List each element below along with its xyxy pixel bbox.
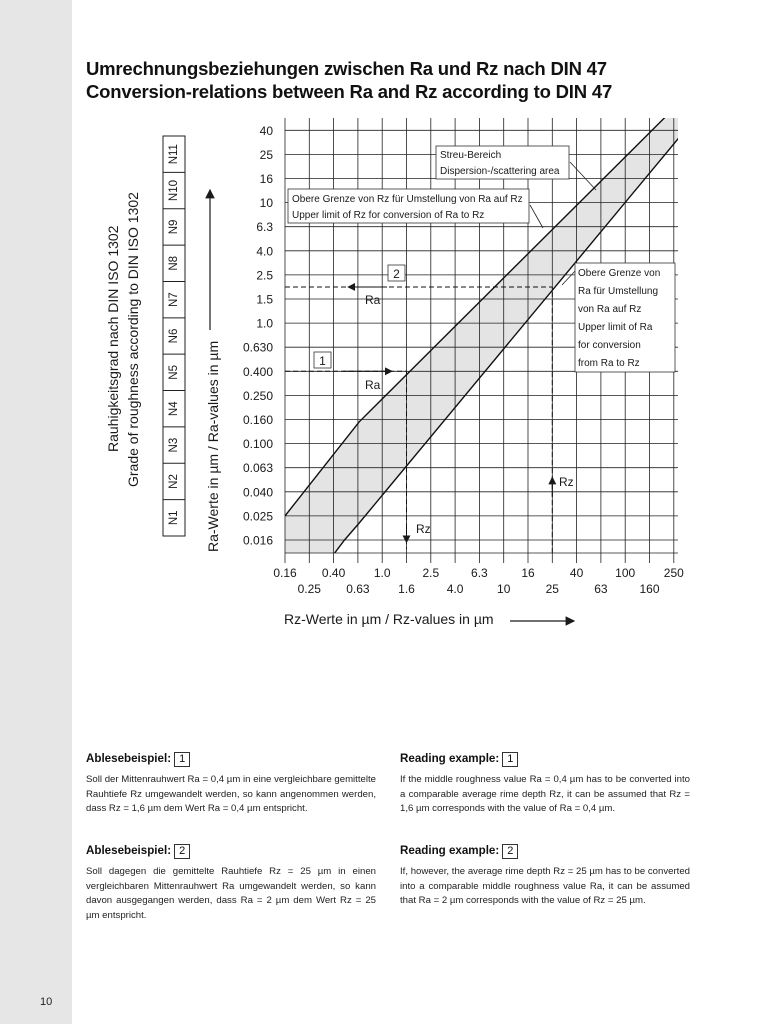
y-tick: 1.0 xyxy=(256,316,273,331)
x-tick: 0.40 xyxy=(321,566,346,580)
y-tick: 0.016 xyxy=(242,533,273,548)
y-tick: 0.100 xyxy=(242,437,273,452)
svg-text:for conversion: for conversion xyxy=(578,340,641,351)
grade-label: N6 xyxy=(168,328,180,344)
grade-label: N4 xyxy=(168,401,180,417)
roughness-grade-scale xyxy=(163,136,185,536)
x-tick-labels-upper xyxy=(273,566,684,580)
y-tick: 1.5 xyxy=(256,292,273,307)
annotation-scatter-area xyxy=(436,146,596,190)
svg-text:Obere Grenze von: Obere Grenze von xyxy=(578,268,661,279)
x-tick: 63 xyxy=(594,582,608,596)
y-tick: 2.5 xyxy=(256,268,273,283)
example-2-rz-label: Rz xyxy=(559,475,574,489)
grade-label: N2 xyxy=(168,474,180,489)
x-tick: 1.6 xyxy=(398,582,415,596)
example-marker: 2 xyxy=(502,844,518,859)
x-tick: 40 xyxy=(569,566,584,580)
title-line-en: Conversion-relations between Ra and Rz according to DIN 47 xyxy=(86,81,613,102)
example-marker: 2 xyxy=(174,844,190,859)
section-heading: Ablesebeispiel: xyxy=(86,844,172,857)
x-tick: 2.5 xyxy=(422,566,440,580)
x-tick: 4.0 xyxy=(446,582,464,596)
grade-label: N3 xyxy=(168,437,180,453)
section-text: Soll dagegen die gemittelte Rauhtiefe Rz = 25 µm in einen vergleichbaren Mittenrauhwert Ra umgewandelt werden, so kann davon ausgegangen werden, dass Ra = 2 µm dem Wert Rz = 25 µm entspricht. xyxy=(86,866,376,921)
annotation-upper-limit-ra xyxy=(562,263,675,372)
y-tick: 0.025 xyxy=(242,509,273,524)
example-marker: 1 xyxy=(174,752,190,767)
y-tick: 0.400 xyxy=(242,364,273,379)
example-1-ra-label: Ra xyxy=(365,378,381,392)
svg-text:Obere Grenze von Rz für Umstel: Obere Grenze von Rz für Umstellung von Ra auf Rz xyxy=(292,194,523,205)
y-axis-label: Ra-Werte in µm / Ra-values in µm xyxy=(205,340,221,552)
example-2-marker: 2 xyxy=(393,267,400,281)
y-tick: 10 xyxy=(259,196,273,211)
y-tick: 0.250 xyxy=(242,388,273,403)
svg-text:Upper limit of Ra: Upper limit of Ra xyxy=(578,322,653,333)
y-tick: 40 xyxy=(259,123,273,138)
example-marker: 1 xyxy=(502,752,518,767)
x-tick: 100 xyxy=(615,566,636,580)
y-tick: 6.3 xyxy=(256,220,273,235)
reading-example-2-en xyxy=(400,843,690,909)
x-tick: 0.25 xyxy=(297,582,321,596)
y-tick: 0.063 xyxy=(242,461,273,476)
y-tick: 0.630 xyxy=(242,340,273,355)
y-tick: 16 xyxy=(259,172,273,186)
example-2-ra-label: Ra xyxy=(365,293,381,307)
grade-label: N1 xyxy=(168,510,180,526)
x-tick: 6.3 xyxy=(471,566,488,580)
y-tick: 0.160 xyxy=(242,413,273,427)
svg-text:from Ra to Rz: from Ra to Rz xyxy=(578,358,640,369)
svg-text:von Ra auf Rz: von Ra auf Rz xyxy=(578,304,642,315)
svg-text:Ra für Umstellung: Ra für Umstellung xyxy=(578,286,659,297)
grade-axis-label-en: Grade of roughness according to DIN ISO 1302 xyxy=(125,192,141,487)
svg-text:Upper limit of Rz for conversi: Upper limit of Rz for conversion of Ra to Rz xyxy=(292,210,485,221)
section-heading: Reading example: xyxy=(400,752,500,765)
grade-label: N11 xyxy=(168,144,180,165)
reading-example-1-de xyxy=(86,751,376,817)
page-number: 10 xyxy=(40,996,53,1008)
x-tick: 25 xyxy=(545,582,559,596)
example-1-rz-label: Rz xyxy=(416,522,431,536)
annotation-upper-limit-rz xyxy=(288,189,543,228)
section-text: If, however, the average rime depth Rz = 25 µm has to be converted into a comparable middle roughness value Ra, it can be assumed that Ra = 2 µm corresponds with the value of Rz = 25 µm. xyxy=(400,866,690,907)
grade-label: N8 xyxy=(168,255,180,271)
svg-text:Streu-Bereich: Streu-Bereich xyxy=(440,150,502,161)
grade-label: N9 xyxy=(168,219,180,235)
reading-example-2-de xyxy=(86,843,376,923)
x-tick: 250 xyxy=(663,566,684,580)
grade-label: N5 xyxy=(168,365,180,380)
section-heading: Reading example: xyxy=(400,844,500,857)
x-tick: 160 xyxy=(639,582,660,596)
x-tick: 0.16 xyxy=(273,566,297,580)
y-tick: 0.040 xyxy=(242,485,273,500)
x-tick: 0.63 xyxy=(346,582,370,596)
x-tick: 16 xyxy=(521,566,535,580)
svg-text:Dispersion-/scattering area: Dispersion-/scattering area xyxy=(440,166,560,177)
x-tick-labels-lower xyxy=(298,582,660,596)
reading-example-1-en xyxy=(400,751,690,817)
x-tick: 1.0 xyxy=(373,566,391,580)
y-tick: 25 xyxy=(259,147,273,162)
title-line-de: Umrechnungsbeziehungen zwischen Ra und Rz nach DIN 47 xyxy=(86,58,607,79)
y-tick-labels xyxy=(243,124,273,548)
section-text: If the middle roughness value Ra = 0,4 µm has to be converted into a comparable average rime depth Rz, it can be assumed that Rz = 1,6 µm corresponds with the value of Ra = 0,4 µm. xyxy=(400,774,690,815)
grade-axis-label-de: Rauhigkeitsgrad nach DIN ISO 1302 xyxy=(105,225,121,452)
section-text: Soll der Mittenrauhwert Ra = 0,4 µm in eine vergleichbare gemittelte Rauhtiefe Rz umgewandelt werden, so kann angenommen werden, dass Rz = 1,6 µm dem Wert Ra = 0,4 µm entspricht. xyxy=(86,774,376,815)
x-tick: 10 xyxy=(497,582,511,596)
grade-label: N7 xyxy=(168,292,180,307)
section-heading: Ablesebeispiel: xyxy=(86,752,172,765)
x-axis-label: Rz-Werte in µm / Rz-values in µm xyxy=(284,611,494,627)
grade-label: N10 xyxy=(168,179,180,202)
y-tick: 4.0 xyxy=(256,244,273,259)
example-1-marker: 1 xyxy=(319,354,326,368)
